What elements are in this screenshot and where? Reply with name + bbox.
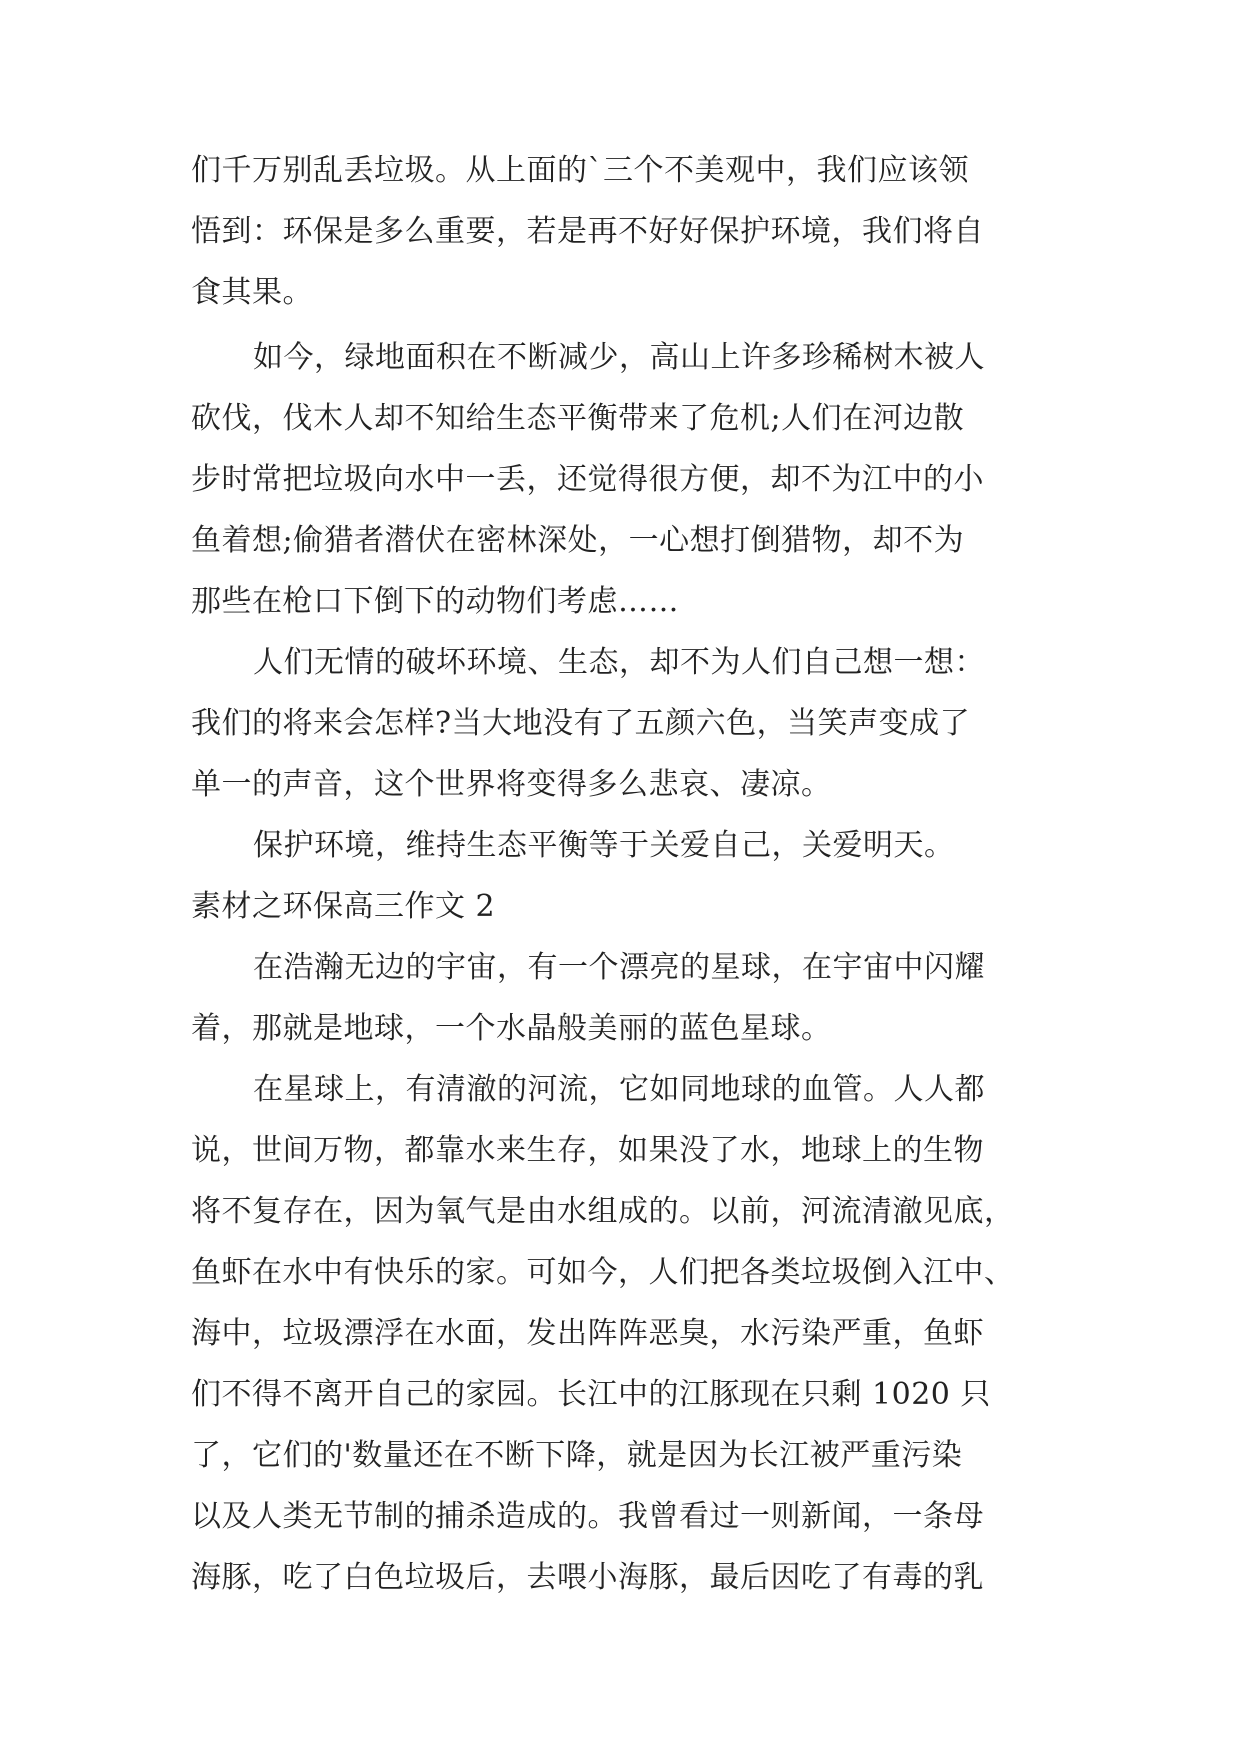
text-line: 海中，垃圾漂浮在水面，发出阵阵恶臭，水污染严重，鱼虾: [191, 1316, 984, 1351]
text-line: 鱼着想;偷猎者潜伏在密林深处，一心想打倒猎物，却不为: [191, 523, 965, 558]
text-line: 食其果。: [191, 275, 313, 310]
paragraph-start-line: 如今，绿地面积在不断减少，高山上许多珍稀树木被人: [253, 340, 985, 375]
text-line: 们不得不离开自己的家园。长江中的江豚现在只剩 1020 只: [191, 1377, 991, 1412]
text-line: 鱼虾在水中有快乐的家。可如今，人们把各类垃圾倒入江中、: [191, 1255, 1015, 1290]
text-line: 单一的声音，这个世界将变得多么悲哀、凄凉。: [191, 767, 832, 802]
text-line: 那些在枪口下倒下的动物们考虑……: [191, 584, 679, 619]
text-line: 了，它们的'数量还在不断下降，就是因为长江被严重污染: [191, 1438, 963, 1473]
paragraph-start-line: 在浩瀚无边的宇宙，有一个漂亮的星球，在宇宙中闪耀: [253, 950, 985, 985]
paragraph-start-line: 人们无情的破坏环境、生态，却不为人们自己想一想：: [253, 645, 985, 680]
text-line: 海豚，吃了白色垃圾后，去喂小海豚，最后因吃了有毒的乳: [191, 1560, 984, 1595]
text-line: 将不复存在，因为氧气是由水组成的。以前，河流清澈见底，: [191, 1194, 1015, 1229]
text-line: 悟到：环保是多么重要，若是再不好好保护环境，我们将自: [191, 214, 984, 249]
text-line: 以及人类无节制的捕杀造成的。我曾看过一则新闻，一条母: [191, 1499, 984, 1534]
text-line: 砍伐，伐木人却不知给生态平衡带来了危机;人们在河边散: [191, 401, 965, 436]
section-heading: 素材之环保高三作文 2: [191, 889, 496, 924]
text-line: 说，世间万物，都靠水来生存，如果没了水，地球上的生物: [191, 1133, 984, 1168]
text-line: 我们的将来会怎样?当大地没有了五颜六色，当笑声变成了: [191, 706, 971, 741]
text-line: 们千万别乱丢垃圾。从上面的`三个不美观中，我们应该领: [191, 153, 969, 188]
text-line: 步时常把垃圾向水中一丢，还觉得很方便，却不为江中的小: [191, 462, 984, 497]
paragraph-start-line: 在星球上，有清澈的河流，它如同地球的血管。人人都: [253, 1072, 985, 1107]
paragraph-start-line: 保护环境，维持生态平衡等于关爱自己，关爱明天。: [253, 828, 955, 863]
text-line: 着，那就是地球，一个水晶般美丽的蓝色星球。: [191, 1011, 832, 1046]
